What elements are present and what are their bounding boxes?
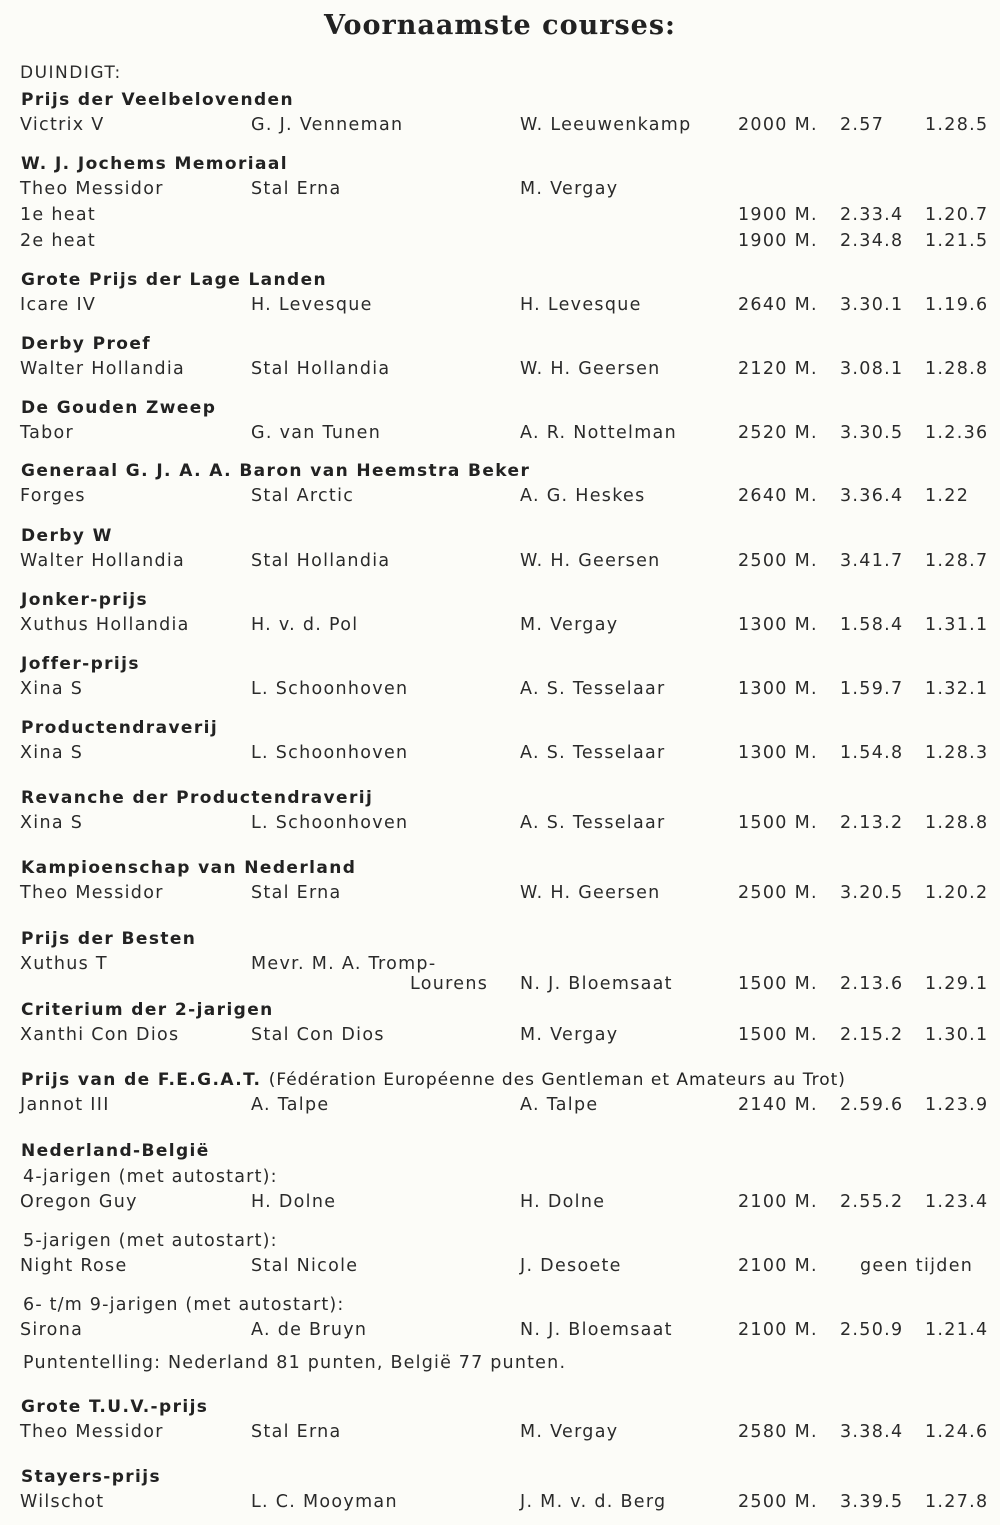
km-time: 1.19.6: [925, 295, 989, 315]
race-time: 3.08.1: [840, 359, 904, 379]
race-time: 3.39.5: [840, 1492, 904, 1512]
driver-name: H. Dolne: [520, 1192, 606, 1212]
race-time: 1.54.8: [840, 743, 904, 763]
horse-name: Night Rose: [20, 1256, 128, 1276]
owner-name: L. Schoonhoven: [251, 679, 409, 699]
group-label: 4-jarigen (met autostart):: [23, 1167, 278, 1187]
race-distance: 2500 M.: [738, 551, 818, 571]
km-time: 1.32.1: [925, 679, 989, 699]
driver-name: M. Vergay: [520, 1025, 619, 1045]
driver-name: A. S. Tesselaar: [520, 743, 666, 763]
race-time: 2.33.4: [840, 205, 904, 225]
driver-name: W. H. Geersen: [520, 359, 661, 379]
km-time: 1.29.1: [925, 974, 989, 994]
owner-name-continued: Lourens: [410, 974, 489, 994]
score-note: Puntentelling: Nederland 81 punten, België 77 punten.: [23, 1353, 567, 1373]
owner-name: H. Levesque: [251, 295, 373, 315]
race-title-text: Prijs van de F.E.G.A.T.: [21, 1070, 262, 1090]
owner-name: L. C. Mooyman: [251, 1492, 398, 1512]
driver-name: J. Desoete: [520, 1256, 622, 1276]
km-time: 1.28.7: [925, 551, 989, 571]
race-distance: 2640 M.: [738, 486, 818, 506]
group-label: 5-jarigen (met autostart):: [23, 1231, 278, 1251]
driver-name: W. H. Geersen: [520, 551, 661, 571]
race-distance: 2100 M.: [738, 1320, 818, 1340]
horse-name: Theo Messidor: [20, 179, 164, 199]
km-time: 1.31.1: [925, 615, 989, 635]
race-time: 3.30.5: [840, 423, 904, 443]
driver-name: A. S. Tesselaar: [520, 813, 666, 833]
race-time: 2.15.2: [840, 1025, 904, 1045]
driver-name: A. Talpe: [520, 1095, 599, 1115]
owner-name: Stal Erna: [251, 1422, 342, 1442]
owner-name: Stal Hollandia: [251, 359, 391, 379]
race-time: 3.36.4: [840, 486, 904, 506]
horse-name: Xanthi Con Dios: [20, 1025, 180, 1045]
km-time: 1.28.3: [925, 743, 989, 763]
race-title: Stayers-prijs: [21, 1467, 162, 1487]
race-distance: 2000 M.: [738, 115, 818, 135]
owner-name: Stal Arctic: [251, 486, 355, 506]
owner-name: Stal Nicole: [251, 1256, 359, 1276]
race-title: Prijs der Veelbelovenden: [21, 90, 294, 110]
horse-name: Victrix V: [20, 115, 105, 135]
race-distance: 2140 M.: [738, 1095, 818, 1115]
owner-name: A. Talpe: [251, 1095, 330, 1115]
driver-name: N. J. Bloemsaat: [520, 1320, 673, 1340]
race-distance: 2580 M.: [738, 1422, 818, 1442]
horse-name: Tabor: [20, 423, 75, 443]
driver-name: A. S. Tesselaar: [520, 679, 666, 699]
driver-name: A. G. Heskes: [520, 486, 646, 506]
km-time: 1.28.5: [925, 115, 989, 135]
race-time: 3.20.5: [840, 883, 904, 903]
km-time: 1.20.7: [925, 205, 989, 225]
km-time: 1.30.1: [925, 1025, 989, 1045]
horse-name: Wilschot: [20, 1492, 105, 1512]
race-title: Productendraverij: [21, 718, 219, 738]
race-time: 2.57: [840, 115, 885, 135]
horse-name: Xina S: [20, 679, 84, 699]
race-time: 3.30.1: [840, 295, 904, 315]
race-title: Prijs der Besten: [21, 929, 197, 949]
km-time: 1.28.8: [925, 813, 989, 833]
race-time: 3.38.4: [840, 1422, 904, 1442]
owner-name: G. van Tunen: [251, 423, 382, 443]
horse-name: Theo Messidor: [20, 1422, 164, 1442]
driver-name: H. Levesque: [520, 295, 642, 315]
race-time: 2.13.6: [840, 974, 904, 994]
page-title: Voornaamste courses:: [323, 10, 676, 41]
race-time: 2.59.6: [840, 1095, 904, 1115]
km-time: 1.28.8: [925, 359, 989, 379]
horse-name: Sirona: [20, 1320, 84, 1340]
horse-name: Walter Hollandia: [20, 551, 186, 571]
race-time: 3.41.7: [840, 551, 904, 571]
race-title: Joffer-prijs: [21, 654, 140, 674]
race-distance: 2500 M.: [738, 883, 818, 903]
race-title: [21, 1070, 846, 1090]
km-time: 1.21.4: [925, 1320, 989, 1340]
race-distance: 2100 M.: [738, 1256, 818, 1276]
km-time: 1.23.4: [925, 1192, 989, 1212]
group-label: 6- t/m 9-jarigen (met autostart):: [23, 1295, 345, 1315]
km-time: 1.23.9: [925, 1095, 989, 1115]
race-title: Grote T.U.V.-prijs: [21, 1397, 209, 1417]
race-title: Derby W: [21, 526, 113, 546]
race-distance: 1300 M.: [738, 743, 818, 763]
no-time-note: geen tijden: [860, 1256, 974, 1276]
owner-name: H. Dolne: [251, 1192, 337, 1212]
race-title: Grote Prijs der Lage Landen: [21, 270, 328, 290]
race-distance: 2500 M.: [738, 1492, 818, 1512]
owner-name: L. Schoonhoven: [251, 813, 409, 833]
driver-name: M. Vergay: [520, 615, 619, 635]
owner-name: Stal Con Dios: [251, 1025, 385, 1045]
race-title: Derby Proef: [21, 334, 152, 354]
horse-name: Jannot III: [20, 1095, 110, 1115]
driver-name: M. Vergay: [520, 1422, 619, 1442]
heat-label: 1e heat: [20, 205, 97, 225]
horse-name: Xina S: [20, 743, 84, 763]
owner-name: Stal Erna: [251, 883, 342, 903]
driver-name: N. J. Bloemsaat: [520, 974, 673, 994]
race-distance: 1300 M.: [738, 679, 818, 699]
km-time: 1.27.8: [925, 1492, 989, 1512]
owner-name: L. Schoonhoven: [251, 743, 409, 763]
race-time: 1.59.7: [840, 679, 904, 699]
owner-name: Stal Erna: [251, 179, 342, 199]
horse-name: Xuthus T: [20, 954, 108, 974]
race-title: Jonker-prijs: [21, 590, 149, 610]
heat-label: 2e heat: [20, 231, 97, 251]
horse-name: Xina S: [20, 813, 84, 833]
km-time: 1.22: [925, 486, 970, 506]
race-distance: 1900 M.: [738, 231, 818, 251]
race-title: Nederland-België: [21, 1141, 210, 1161]
driver-name: W. H. Geersen: [520, 883, 661, 903]
km-time: 1.21.5: [925, 231, 989, 251]
race-title: Kampioenschap van Nederland: [21, 858, 357, 878]
race-distance: 1500 M.: [738, 1025, 818, 1045]
venue-label: DUINDIGT:: [20, 63, 122, 83]
horse-name: Walter Hollandia: [20, 359, 186, 379]
driver-name: M. Vergay: [520, 179, 619, 199]
driver-name: A. R. Nottelman: [520, 423, 677, 443]
race-time: 2.55.2: [840, 1192, 904, 1212]
race-title: De Gouden Zweep: [21, 398, 217, 418]
race-title: W. J. Jochems Memoriaal: [21, 154, 288, 174]
race-time: 2.34.8: [840, 231, 904, 251]
race-distance: 2100 M.: [738, 1192, 818, 1212]
horse-name: Xuthus Hollandia: [20, 615, 190, 635]
km-time: 1.24.6: [925, 1422, 989, 1442]
race-title: Criterium der 2-jarigen: [21, 1000, 274, 1020]
km-time: 1.2.36: [925, 423, 989, 443]
race-distance: 2120 M.: [738, 359, 818, 379]
race-time: 2.50.9: [840, 1320, 904, 1340]
race-distance: 1500 M.: [738, 974, 818, 994]
race-title-note: (Fédération Européenne des Gentleman et Amateurs au Trot): [268, 1070, 846, 1090]
race-distance: 2640 M.: [738, 295, 818, 315]
owner-name: H. v. d. Pol: [251, 615, 359, 635]
owner-name: Stal Hollandia: [251, 551, 391, 571]
driver-name: J. M. v. d. Berg: [520, 1492, 667, 1512]
owner-name: Mevr. M. A. Tromp-: [251, 954, 437, 974]
race-time: 2.13.2: [840, 813, 904, 833]
owner-name: A. de Bruyn: [251, 1320, 368, 1340]
race-distance: 2520 M.: [738, 423, 818, 443]
race-distance: 1500 M.: [738, 813, 818, 833]
horse-name: Icare IV: [20, 295, 97, 315]
race-title: Revanche der Productendraverij: [21, 788, 374, 808]
race-distance: 1900 M.: [738, 205, 818, 225]
owner-name: G. J. Venneman: [251, 115, 404, 135]
race-time: 1.58.4: [840, 615, 904, 635]
km-time: 1.20.2: [925, 883, 989, 903]
horse-name: Oregon Guy: [20, 1192, 138, 1212]
horse-name: Theo Messidor: [20, 883, 164, 903]
race-distance: 1300 M.: [738, 615, 818, 635]
driver-name: W. Leeuwenkamp: [520, 115, 692, 135]
race-title: Generaal G. J. A. A. Baron van Heemstra Beker: [21, 461, 531, 481]
horse-name: Forges: [20, 486, 86, 506]
